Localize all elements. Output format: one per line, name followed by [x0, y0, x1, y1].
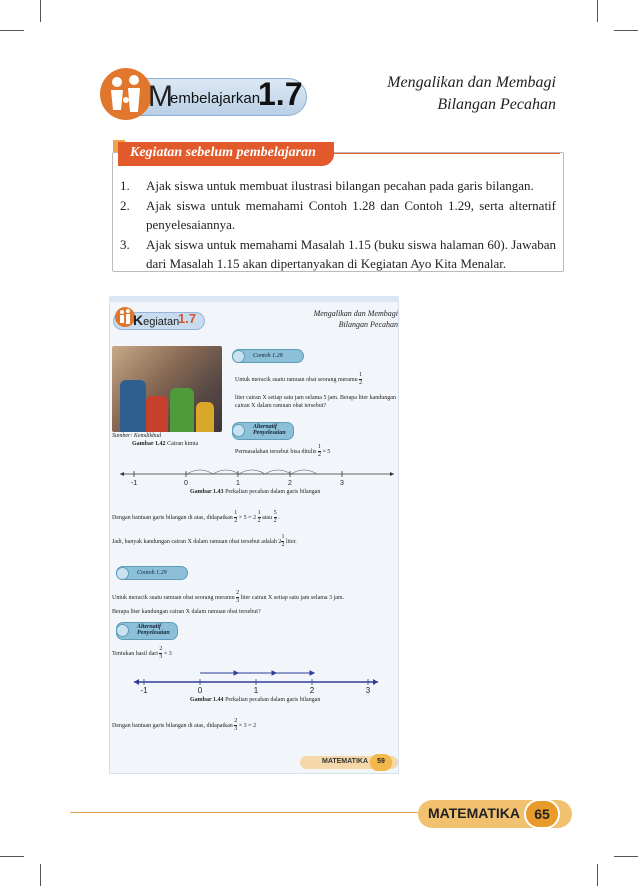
header-title-line2: Bilangan Pecahan: [437, 96, 556, 113]
embedded-page-strip: [109, 296, 399, 302]
example-128-text-2: liter cairan X setiap satu jam selama 5 jam. Berapa liter kandungan cairan X dalam ramuan obat tersebut?: [235, 395, 396, 409]
hop-arrows: [200, 671, 314, 675]
inner-section-number: 1.7: [178, 311, 197, 326]
example-128-text: Untuk meracik suatu ramuan obat seorang meramu $\frac{1}{2}$: [235, 372, 363, 386]
header-title: [387, 72, 556, 116]
activity-item-number: 2.: [120, 198, 130, 213]
solution-icon: [232, 424, 245, 437]
activity-item-number: 1.: [120, 178, 130, 193]
axis-ticks: [140, 679, 370, 694]
fraction-half: $\frac{1}{2}$: [281, 534, 285, 548]
fraction-two-thirds: $\frac{2}{3}$: [236, 590, 240, 604]
flask-shape: [170, 388, 194, 432]
number-line-1-caption: Gambar 1.43 Perkalian pecahan dalam garis bilangan: [190, 489, 321, 495]
header-title-line1: Mengalikan dan Membagi: [387, 74, 556, 91]
hop-arcs: [187, 470, 317, 474]
example-128-tab: Contoh 1.28: [232, 349, 304, 363]
axis-tick-label: 2: [288, 480, 292, 487]
axis-tick-label: 1: [253, 686, 259, 694]
flask-shape: [196, 402, 214, 432]
task-statement: Tentukan hasil dari $\frac{2}{3}$ × 3: [112, 646, 172, 660]
flask-shape: [146, 396, 168, 432]
number-line-2-caption: Gambar 1.44 Perkalian pecahan dalam garis bilangan: [190, 697, 321, 703]
fraction-half: $\frac{1}{2}$: [234, 510, 238, 524]
example-icon: [116, 567, 129, 580]
activity-item-text: Ajak siswa untuk membuat ilustrasi bilangan pecahan pada garis bilangan.: [146, 178, 534, 193]
axis-tick-label: -1: [130, 480, 138, 487]
header-brand-initial: M: [148, 80, 173, 113]
example-129-text: Untuk meracik suatu ramuan obat seorang meramu $\frac{2}{3}$ liter cairan X setiap satu jam selama 3 jam.: [112, 590, 345, 604]
result-1: Dengan bantuan garis bilangan di atas, didapatkan $\frac{1}{2}$ × 5 = 2 $\frac{1}{2}$ atau $\frac{5}{2}$ .: [112, 510, 280, 524]
axis-tick-label: 1: [236, 480, 240, 487]
crop-mark: [597, 0, 598, 22]
header-section-number: 1.7: [258, 76, 303, 112]
result-2: Dengan bantuan garis bilangan di atas, didapatkan $\frac{2}{3}$ × 3 = 2: [112, 718, 257, 732]
inner-footer-page-number: 59: [370, 754, 392, 771]
number-line-2: [112, 668, 398, 694]
fraction-five-halves: $\frac{5}{2}$: [273, 510, 277, 524]
activity-tab: Kegiatan sebelum pembelajaran: [118, 142, 334, 166]
example-icon: [232, 350, 245, 363]
activity-item-text: Ajak siswa untuk memahami Contoh 1.28 dan Contoh 1.29, serta alternatif penyelesaiannya.: [146, 198, 556, 232]
crop-mark: [614, 856, 638, 857]
crop-mark: [0, 30, 24, 31]
fraction-half: $\frac{1}{2}$: [317, 444, 321, 458]
problem-statement: Permasalahan tersebut bisa ditulis $\frac{1}{2}$ × 5: [235, 444, 331, 458]
activity-item: [120, 196, 556, 234]
crop-mark: [0, 856, 24, 857]
fraction-half: $\frac{1}{2}$: [257, 510, 261, 524]
example-129-tab: Contoh 1.29: [116, 566, 188, 580]
inner-brand-word: [133, 312, 179, 328]
solution-icon: [116, 624, 129, 637]
photo-caption: Gambar 1.42 Cairan kimia: [132, 441, 199, 447]
fraction-two-thirds: $\frac{2}{3}$: [159, 646, 163, 660]
conclusion-1: Jadi, banyak kandungan cairan X dalam ramuan obat tersebut adalah 2 $\frac{1}{2}$ liter.: [112, 534, 297, 548]
axis-tick-label: 0: [184, 480, 188, 487]
flask-shape: [120, 380, 146, 432]
solution-tab-1: Alternatif Penyelesaian: [232, 422, 294, 440]
inner-footer-label: MATEMATIKA: [322, 758, 369, 765]
inner-brand-rest: egiatan: [143, 316, 180, 328]
inner-brand-initial: K: [133, 312, 144, 328]
crop-mark: [614, 30, 638, 31]
fraction-two-thirds: $\frac{2}{3}$: [234, 718, 238, 732]
activity-item: [120, 235, 556, 273]
activity-item-text: Ajak siswa untuk memahami Masalah 1.15 (buku siswa halaman 60). Jawaban dari Masalah 1.15 akan dipertanyakan di Kegiatan Ayo Kita Menalar.: [146, 237, 556, 271]
fraction-half: $\frac{1}{2}$: [359, 372, 363, 386]
example-129-question: Berapa liter kandungan cairan X dalam ramuan obat tersebut?: [112, 609, 261, 615]
crop-mark: [597, 864, 598, 886]
footer-label: MATEMATIKA: [428, 805, 521, 821]
number-line-1: [112, 466, 398, 488]
footer-page-number: 65: [524, 799, 560, 829]
axis-tick-label: 0: [197, 686, 203, 694]
crop-mark: [40, 0, 41, 22]
activity-item: [120, 176, 556, 195]
inner-title: [314, 308, 398, 330]
crop-mark: [40, 864, 41, 886]
axis-tick-label: -1: [140, 686, 148, 694]
chemistry-flasks-photo: [112, 346, 222, 432]
header-brand-word: embelajarkan: [170, 90, 261, 107]
solution-tab-2: Alternatif Penyelesaian: [116, 622, 178, 640]
photo-source: Sumber: Kemdikbud: [112, 433, 162, 439]
axis-tick-label: 3: [340, 480, 344, 487]
axis-tick-label: 3: [365, 686, 371, 694]
activity-rule: [330, 153, 560, 154]
inner-title-line2: Bilangan Pecahan: [338, 320, 398, 329]
inner-title-line1: Mengalikan dan Membagi: [313, 309, 398, 318]
axis-tick-label: 2: [309, 686, 315, 694]
activity-item-number: 3.: [120, 237, 130, 252]
family-logo-icon: [98, 66, 154, 122]
